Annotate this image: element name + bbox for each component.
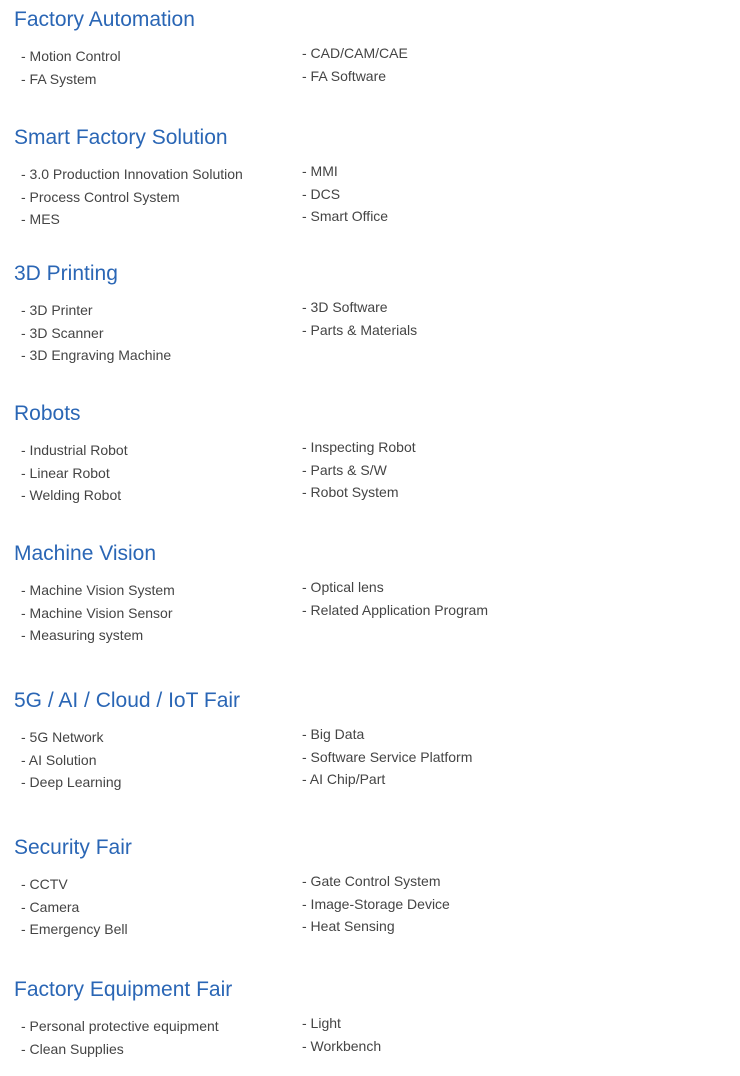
category-title: Factory Automation: [14, 8, 195, 31]
left-item-column: [21, 726, 121, 794]
category-item: - 3D Software: [302, 299, 388, 315]
category-item: - Measuring system: [21, 627, 144, 643]
category-item: - DCS: [302, 185, 341, 202]
category-title: Robots: [14, 402, 81, 425]
right-item-column: [302, 296, 417, 341]
category-item: - MMI: [302, 163, 338, 179]
left-item-column: [21, 439, 128, 507]
category-item: - Deep Learning: [21, 774, 122, 790]
category-item: - Emergency Bell: [21, 921, 128, 937]
category-item: - Inspecting Robot: [302, 439, 416, 455]
category-item: - 3D Engraving Machine: [21, 347, 172, 363]
right-item-column: [302, 723, 472, 791]
category-item: - Light: [302, 1015, 341, 1031]
category-title: Security Fair: [14, 836, 132, 859]
category-item: - 3D Printer: [21, 302, 93, 318]
right-item-column: [302, 576, 488, 621]
category-title: 3D Printing: [14, 262, 118, 285]
category-item: - CAD/CAM/CAE: [302, 45, 408, 61]
category-item: - Gate Control System: [302, 873, 441, 889]
category-item: - FA System: [21, 70, 97, 87]
right-item-column: [302, 42, 408, 87]
category-item: - Industrial Robot: [21, 442, 128, 458]
category-item: - Smart Office: [302, 208, 389, 224]
category-item: - MES: [21, 211, 60, 227]
right-item-column: [302, 870, 450, 938]
category-item: - Motion Control: [21, 48, 121, 64]
category-item: - Personal protective equipment: [21, 1018, 219, 1034]
category-item: - Heat Sensing: [302, 918, 395, 934]
category-item: - Camera: [21, 898, 80, 915]
category-title: 5G / AI / Cloud / IoT Fair: [14, 689, 241, 712]
right-item-column: [302, 436, 416, 504]
category-item: - 3D Scanner: [21, 324, 104, 341]
category-title: Machine Vision: [14, 542, 157, 565]
left-item-column: [21, 1015, 219, 1060]
left-item-column: [21, 299, 171, 367]
category-item: - AI Solution: [21, 751, 97, 768]
category-title: Smart Factory Solution: [14, 126, 228, 149]
category-item: - AI Chip/Part: [302, 771, 386, 787]
category-item: - FA Software: [302, 67, 387, 84]
category-item: - Process Control System: [21, 188, 180, 205]
category-item: - 3.0 Production Innovation Solution: [21, 166, 243, 182]
right-item-column: [302, 160, 388, 228]
category-title: Factory Equipment Fair: [14, 978, 233, 1001]
category-item: - Clean Supplies: [21, 1040, 124, 1057]
category-item: - Software Service Platform: [302, 748, 473, 765]
category-item: - Parts & S/W: [302, 461, 387, 478]
category-item: - Parts & Materials: [302, 321, 418, 338]
category-item: - CCTV: [21, 876, 68, 892]
left-item-column: [21, 163, 243, 231]
category-item: - Welding Robot: [21, 487, 122, 503]
left-item-column: [21, 579, 175, 647]
category-item: - Workbench: [302, 1037, 382, 1054]
category-item: - Image-Storage Device: [302, 895, 450, 912]
category-item: - Machine Vision System: [21, 582, 175, 598]
category-item: - Robot System: [302, 484, 399, 500]
category-item: - Optical lens: [302, 579, 384, 595]
left-item-column: [21, 873, 128, 941]
category-item: - Linear Robot: [21, 464, 110, 481]
left-item-column: [21, 45, 121, 90]
category-item: - 5G Network: [21, 729, 104, 745]
category-item: - Related Application Program: [302, 601, 488, 618]
category-item: - Big Data: [302, 726, 365, 742]
right-item-column: [302, 1012, 381, 1057]
category-item: - Machine Vision Sensor: [21, 604, 173, 621]
